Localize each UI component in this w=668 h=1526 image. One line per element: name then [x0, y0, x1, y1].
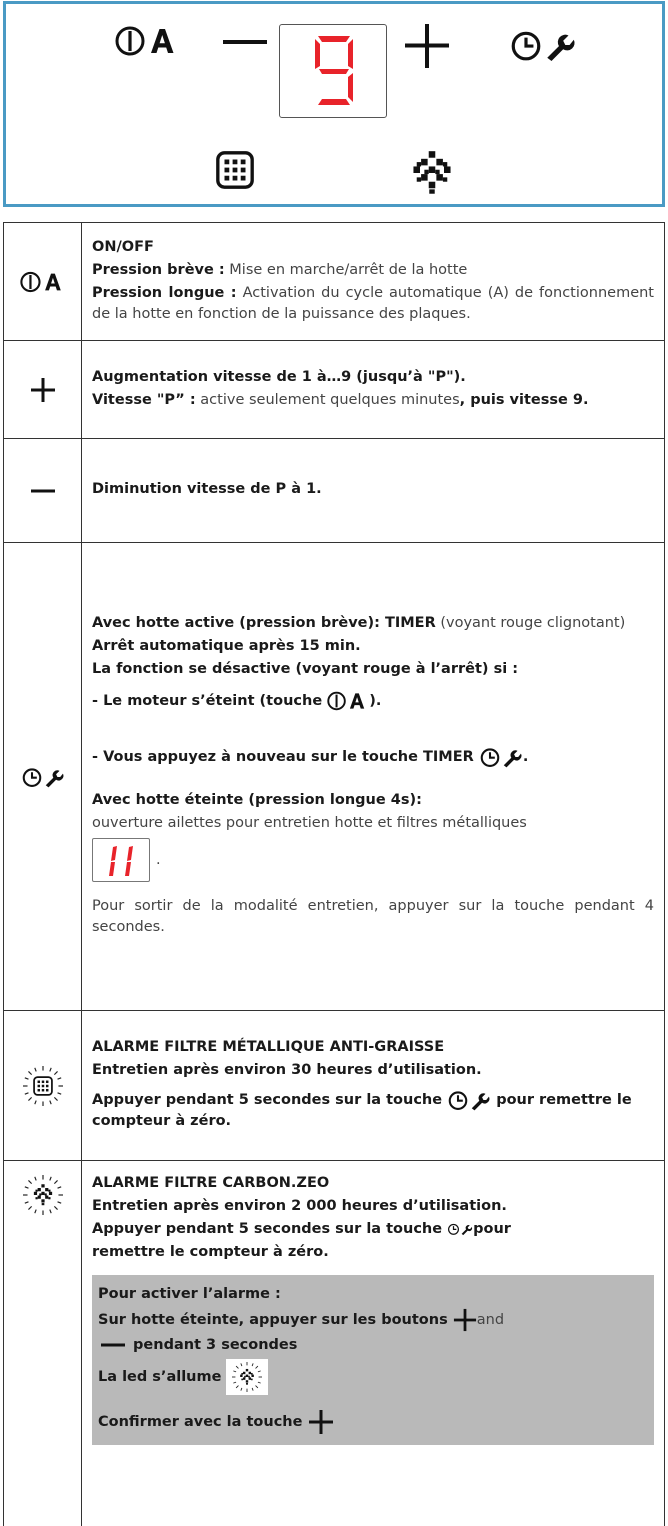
carbon-title: ALARME FILTRE CARBON.ZEO	[92, 1175, 330, 1191]
minus-icon	[98, 1340, 128, 1350]
display-digit-9	[310, 33, 358, 109]
row-icon-cell	[4, 439, 82, 543]
timer-wrench-icon	[479, 746, 523, 768]
timer-case-1: - Le moteur s’éteint (touche ).	[92, 690, 654, 712]
timer-deactivate: La fonction se désactive (voyant rouge à l’arrêt) si :	[92, 661, 519, 677]
timer-wrench-icon	[447, 1089, 491, 1111]
grease-filter-icon[interactable]	[214, 149, 256, 191]
row-text-cell	[82, 1011, 665, 1161]
table-row-minus	[4, 439, 665, 543]
power-auto-icon	[20, 270, 66, 294]
instructions-table	[3, 222, 665, 1526]
onoff-short-press: Pression brève : Mise en marche/arrêt de la hotte	[92, 261, 468, 278]
timer-case-2: - Vous appuyez à nouveau sur le touche TIMER .	[92, 746, 654, 768]
minus-line-1: Diminution vitesse de P à 1.	[92, 481, 322, 497]
plus-icon	[30, 377, 56, 403]
plus-speed-p: Vitesse "P” : active seulement quelques minutes, puis vitesse 9.	[92, 391, 589, 408]
onoff-title: ON/OFF	[92, 238, 154, 255]
table-row-plus	[4, 341, 665, 439]
row-icon-cell	[4, 543, 82, 1011]
carbon-line-4: remettre le compteur à zéro.	[92, 1244, 329, 1260]
onoff-long-press: Pression longue : Activation du cycle automatique (A) de fonctionnement de la hotte en fonction de la puissance des plaques.	[92, 284, 654, 322]
row-text-cell	[82, 341, 665, 439]
timer-off-text: ouverture ailettes pour entretien hotte et filtres métalliques	[92, 815, 527, 831]
plus-icon	[308, 1409, 334, 1435]
power-auto-icon[interactable]	[115, 24, 181, 58]
table-row-grease-filter	[4, 1011, 665, 1161]
plus-line-1: Augmentation vitesse de 1 à…9 (jusqu’à "P").	[92, 368, 466, 385]
led-line: La led s’allume	[98, 1359, 648, 1395]
led-carbon-icon	[226, 1359, 268, 1395]
grease-filter-alarm-icon	[23, 1066, 63, 1106]
activate-minus-line: pendant 3 secondes	[98, 1334, 648, 1357]
grease-title: ALARME FILTRE MÉTALLIQUE ANTI-GRAISSE	[92, 1039, 445, 1055]
row-icon-cell	[4, 1161, 82, 1526]
row-text-cell	[82, 439, 665, 543]
timer-active: Avec hotte active (pression brève): TIMER (voyant rouge clignotant)	[92, 615, 626, 631]
row-text-cell	[82, 1161, 665, 1526]
timer-off-label: Avec hotte éteinte (pression longue 4s):	[92, 792, 422, 808]
row-text-cell	[82, 223, 665, 341]
minus-icon[interactable]	[219, 24, 271, 58]
timer-display-example: .	[92, 838, 654, 882]
display-code-box	[92, 838, 150, 882]
carbon-line-2: Entretien après environ 2 000 heures d’utilisation.	[92, 1198, 507, 1214]
display-digits-11	[107, 845, 137, 877]
table-row-onoff	[4, 223, 665, 341]
row-text-cell	[82, 543, 665, 1011]
plus-icon	[453, 1308, 477, 1332]
activate-alarm-box	[92, 1275, 654, 1445]
timer-exit-text: Pour sortir de la modalité entretien, appuyer sur la touche pendant 4 secondes.	[92, 898, 654, 935]
carbon-filter-alarm-icon	[23, 1175, 63, 1215]
speed-display	[279, 24, 387, 118]
row-icon-cell	[4, 341, 82, 439]
plus-icon[interactable]	[401, 20, 453, 72]
minus-icon	[30, 486, 56, 496]
table-row-timer	[4, 543, 665, 1011]
power-auto-icon	[327, 690, 369, 712]
carbon-line-3: Appuyer pendant 5 secondes sur la touche pour	[92, 1221, 511, 1237]
activate-title: Pour activer l’alarme :	[98, 1286, 281, 1302]
row-icon-cell	[4, 1011, 82, 1161]
control-panel	[3, 1, 665, 207]
timer-wrench-icon	[21, 766, 65, 788]
row-icon-cell	[4, 223, 82, 341]
grease-line-2: Entretien après environ 30 heures d’utilisation.	[92, 1062, 482, 1078]
timer-wrench-icon	[447, 1219, 473, 1239]
carbon-filter-icon[interactable]	[408, 149, 456, 197]
timer-wrench-icon[interactable]	[509, 28, 577, 62]
table-row-carbon-filter	[4, 1161, 665, 1526]
activate-text: Sur hotte éteinte, appuyer sur les boutons and	[98, 1308, 648, 1332]
timer-auto-stop: Arrêt automatique après 15 min.	[92, 638, 361, 654]
confirm-line: Confirmer avec la touche	[98, 1409, 648, 1435]
grease-line-3: Appuyer pendant 5 secondes sur la touche pour remettre le compteur à zéro.	[92, 1089, 654, 1132]
